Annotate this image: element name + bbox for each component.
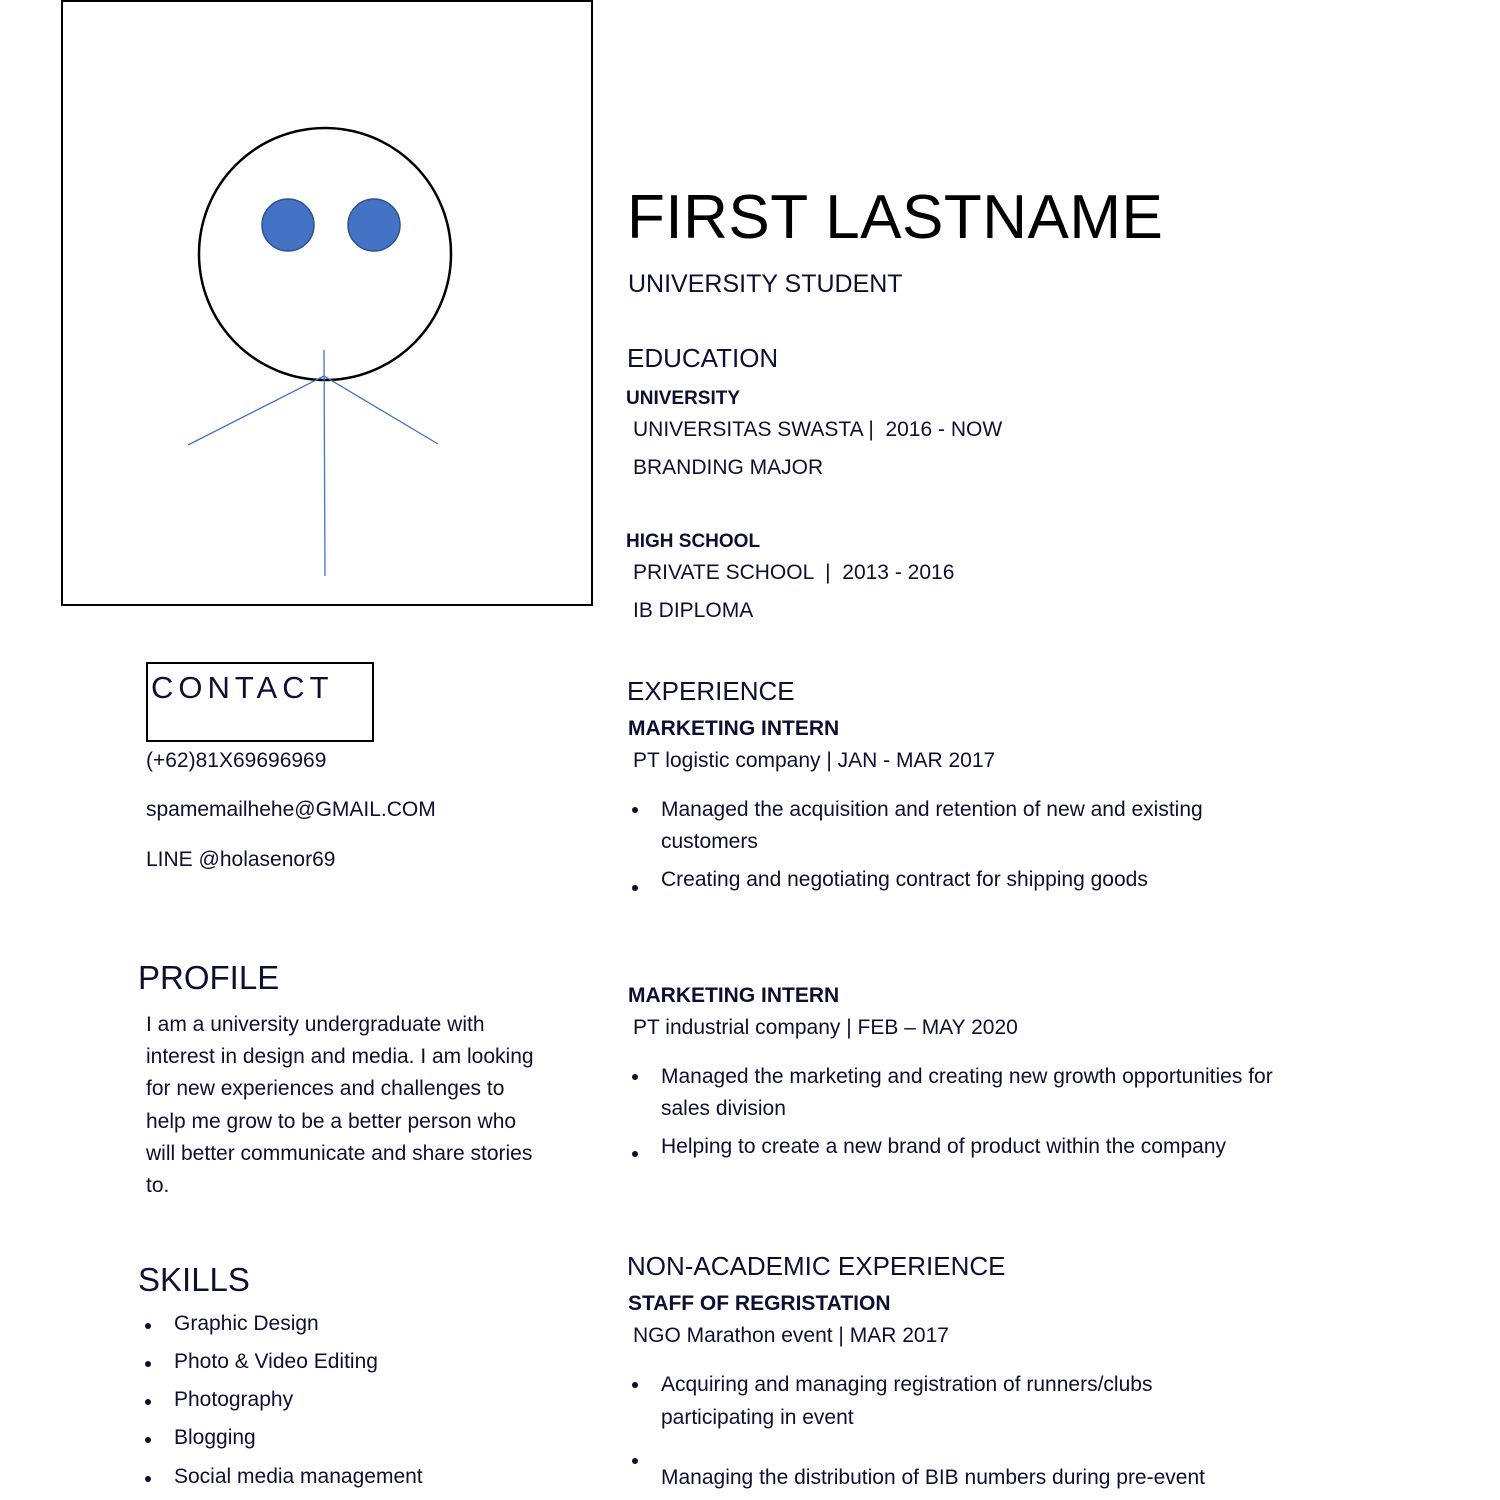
job-2-company: PT industrial company | FEB – MAY 2020 <box>633 1016 1018 1039</box>
skill-item: Blogging <box>174 1426 256 1449</box>
non-academic-company: NGO Marathon event | MAR 2017 <box>633 1324 949 1347</box>
job-2-bullet-1-cont: sales division <box>661 1097 786 1120</box>
bullet-icon <box>145 1476 151 1482</box>
avatar-left-arm <box>188 376 324 445</box>
avatar-right-eye <box>348 199 400 251</box>
job-2-title: MARKETING INTERN <box>628 984 840 1007</box>
contact-line-id: LINE @holasenor69 <box>146 848 336 871</box>
skills-heading: SKILLS <box>138 1261 250 1298</box>
person-subtitle: UNIVERSITY STUDENT <box>628 270 903 298</box>
contact-heading: CONTACT <box>151 670 334 705</box>
non-academic-bullet-1: Acquiring and managing registration of runners/clubs <box>661 1373 1153 1396</box>
non-academic-title: STAFF OF REGRISTATION <box>628 1292 891 1315</box>
bullet-icon <box>632 885 638 891</box>
education-highschool-line1: PRIVATE SCHOOL | 2013 - 2016 <box>633 561 955 584</box>
non-academic-heading: NON-ACADEMIC EXPERIENCE <box>627 1251 1006 1281</box>
job-1-bullet-2: Creating and negotiating contract for shipping goods <box>661 868 1148 891</box>
job-1-title: MARKETING INTERN <box>628 717 840 740</box>
bullet-icon <box>145 1361 151 1367</box>
job-1-company: PT logistic company | JAN - MAR 2017 <box>633 749 996 772</box>
education-university-label: UNIVERSITY <box>626 388 741 409</box>
education-university-line1: UNIVERSITAS SWASTA | 2016 - NOW <box>633 418 1003 441</box>
avatar-head <box>199 128 451 380</box>
person-name: FIRST LASTNAME <box>627 183 1164 252</box>
job-1-bullet-1-cont: customers <box>661 830 758 853</box>
job-2-bullet-1: Managed the marketing and creating new growth opportunities for <box>661 1065 1273 1088</box>
skill-item: Social media management <box>174 1465 423 1488</box>
avatar-left-eye <box>262 199 314 251</box>
education-highschool-line2: IB DIPLOMA <box>633 599 754 622</box>
job-1-bullet-1: Managed the acquisition and retention of new and existing <box>661 798 1203 821</box>
avatar-right-arm <box>324 376 438 444</box>
experience-heading: EXPERIENCE <box>627 676 795 706</box>
avatar-figure-icon <box>63 2 591 604</box>
bullet-icon <box>632 807 638 813</box>
skill-item: Photography <box>174 1388 294 1411</box>
profile-heading: PROFILE <box>138 959 280 996</box>
non-academic-bullet-1-cont: participating in event <box>661 1406 854 1429</box>
avatar-body <box>324 350 325 576</box>
education-heading: EDUCATION <box>627 343 779 373</box>
education-highschool-label: HIGH SCHOOL <box>626 531 761 552</box>
skill-item: Graphic Design <box>174 1312 319 1335</box>
profile-photo <box>61 0 593 606</box>
contact-email: spamemailhehe@GMAIL.COM <box>146 798 436 821</box>
contact-phone: (+62)81X69696969 <box>146 749 327 772</box>
bullet-icon <box>632 1074 638 1080</box>
skill-item: Photo & Video Editing <box>174 1350 378 1373</box>
bullet-icon <box>145 1323 151 1329</box>
bullet-icon <box>632 1382 638 1388</box>
non-academic-bullet-2: Managing the distribution of BIB numbers during pre-event <box>661 1466 1205 1489</box>
bullet-icon <box>145 1399 151 1405</box>
profile-text: I am a university undergraduate with interest in design and media. I am looking for new experiences and challenges to help me grow to be a better person who will better communicate and share stories to. <box>146 1013 534 1198</box>
job-2-bullet-2: Helping to create a new brand of product within the company <box>661 1135 1227 1158</box>
bullet-icon <box>145 1437 151 1443</box>
education-university-line2: BRANDING MAJOR <box>633 456 824 479</box>
bullet-icon <box>632 1458 638 1464</box>
contact-heading-box <box>146 662 374 742</box>
bullet-icon <box>632 1151 638 1157</box>
